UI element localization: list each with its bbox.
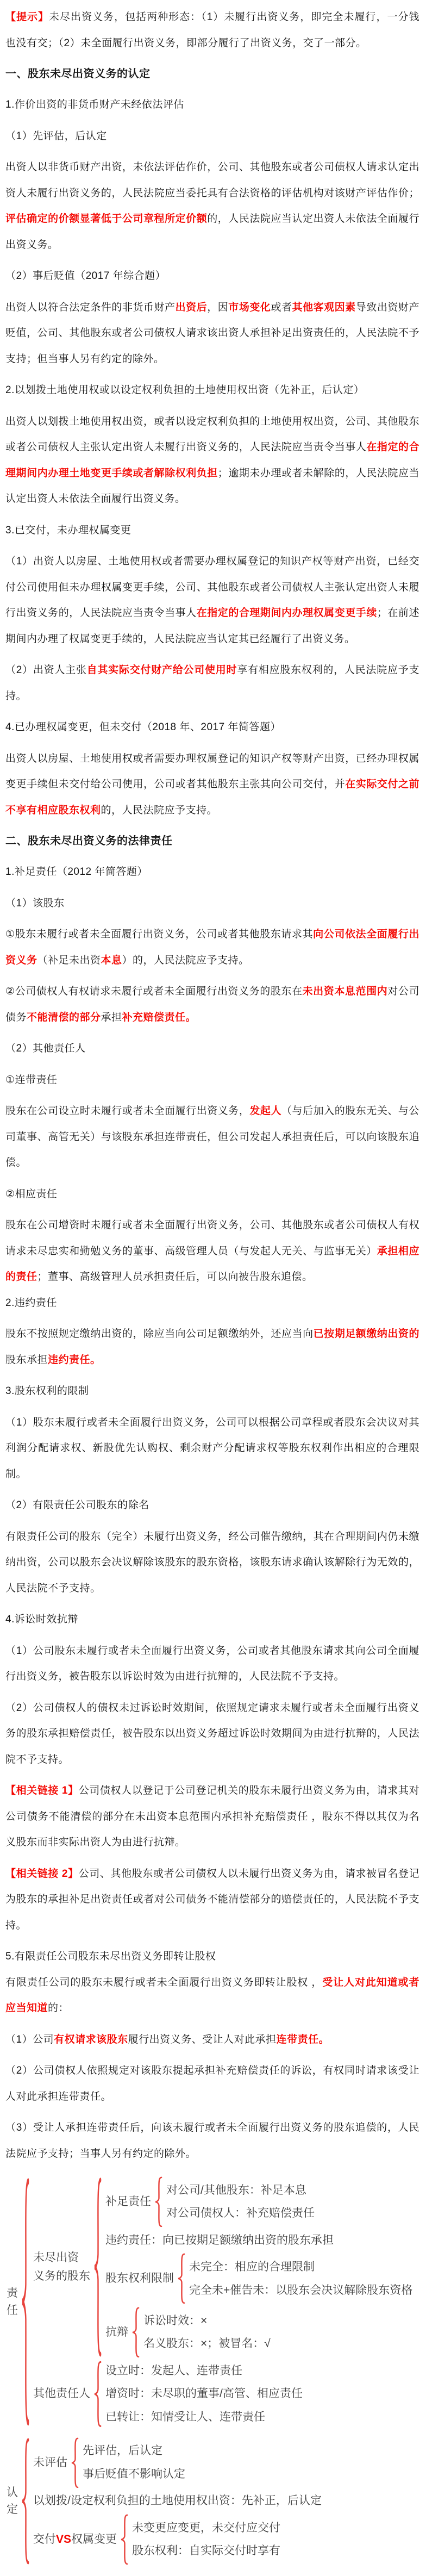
- tree-node: [105, 2307, 412, 2358]
- paragraph: [5, 518, 419, 544]
- tree-children: [105, 2361, 303, 2428]
- tree-node-label: [189, 2280, 412, 2301]
- text-run: 对公司/其他股东：补足本息: [166, 2183, 306, 2197]
- diagram-responsibility: [7, 2176, 419, 2428]
- text-run: ②公司债权人有权请求未履行或者未全面履行出资义务的股东在: [5, 986, 303, 997]
- tree-children: [105, 2176, 412, 2358]
- text-run: 1.作价出资的非货币财产未经依法评估: [5, 99, 184, 110]
- paragraph: [5, 1290, 419, 1316]
- text-run: 或者: [271, 301, 292, 313]
- text-run: （2）出资人主张: [5, 664, 87, 676]
- text-run: 未完全：相应的合理限制: [189, 2261, 315, 2274]
- tree-node: [7, 2437, 419, 2565]
- tree-node: [33, 2361, 412, 2428]
- paragraph: [5, 657, 419, 709]
- highlight-text: 连带责任。: [276, 2033, 330, 2045]
- highlight-text: 出资后: [175, 301, 208, 313]
- text-run: 一、股东未尽出资义务的认定: [5, 68, 151, 80]
- paragraph: [5, 1970, 419, 2021]
- brace-icon: [93, 2176, 102, 2358]
- brace-icon: [177, 2253, 185, 2304]
- text-run: 股东承担: [5, 1354, 48, 1366]
- text-run: 有限责任公司的股东（完全）未履行出资义务，经公司催告缴纳，其在合理期间内仍未缴纳出资，公司以股东会决议解除该股东的股东资格，该股东请求确认该解除行为无效的，人民法院不予支持。: [5, 1530, 419, 1594]
- section-heading: [5, 829, 419, 854]
- tree-children: [166, 2180, 315, 2224]
- text-run: 对公司债权人：补充赔偿责任: [166, 2207, 315, 2220]
- highlight-text: 在指定的合理期间内办理土地变更手续或者解除权利负担: [5, 441, 419, 479]
- paragraph: [5, 263, 419, 289]
- text-run: 1.补足责任（2012 年简答题）: [5, 866, 148, 878]
- paragraph: [5, 1524, 419, 1602]
- tree-node: [189, 2257, 412, 2278]
- text-run: 3.股东权利的限制: [5, 1385, 89, 1397]
- highlight-text: 在指定的合理期间内办理权属变更手续: [196, 607, 377, 619]
- text-run: 权属变更: [71, 2533, 117, 2546]
- tree-node: [105, 2361, 303, 2381]
- text-run: ）的，人民法院应予支持。: [122, 954, 249, 966]
- text-run: （1）公司: [5, 2033, 54, 2045]
- highlight-text: 向公司依法全面履行出资义务: [5, 929, 419, 966]
- text-run: 已转让：知情受让人、连带责任: [105, 2411, 265, 2424]
- paragraph: [5, 1778, 419, 1856]
- tree-node-label: [105, 2268, 174, 2289]
- brace-icon: [131, 2307, 140, 2358]
- text-run: 出资人以划拨土地使用权出资，或者以设定权利负担的土地使用权出资，公司、其他股东或者公司债权人主张认定出资人未履行出资义务的，人民法院应当责令当事人: [5, 415, 419, 453]
- text-run: 出资人以符合法定条件的非货币财产: [5, 301, 176, 313]
- paragraph: [5, 746, 419, 824]
- text-run: 股东在公司设立时未履行或者未全面履行出资义务，: [5, 1105, 250, 1117]
- highlight-text: 未出资本息范围内: [302, 986, 388, 997]
- text-run: 抗辩: [105, 2326, 128, 2339]
- paragraph: [5, 922, 419, 973]
- tree-node-label: [33, 2491, 322, 2511]
- text-run: （与后加入的股东无关、与公司董事、高管无关）与该股东承担连带责任，但公司发起人承担责任后，可以向该股东追偿。: [5, 1105, 419, 1168]
- tree-node: [132, 2518, 280, 2538]
- text-run: 公司债权人以登记于公司登记机关的股东未履行出资义务为由，请求其对公司债务不能清偿的部分在未出资本息范围内承担补充赔偿责任 ，股东不得以其仅为名义股东而非实际出资人为由进行抗辩。: [5, 1785, 419, 1848]
- paragraph: [5, 1638, 419, 1690]
- tree-node: [105, 2230, 412, 2251]
- text-run: ①连带责任: [5, 1074, 58, 1086]
- paragraph: [5, 2058, 419, 2110]
- text-run: 股东权利：自实际交付时享有: [132, 2544, 281, 2558]
- paragraph: [5, 1861, 419, 1939]
- paragraph: [5, 123, 419, 150]
- text-run: 导致出资财产贬值，公司、其他股东或者公司债权人请求该出资人承担补足出资责任的，人民法院不予支持；但当事人另有约定的除外。: [5, 301, 419, 365]
- tree-node: [166, 2203, 315, 2224]
- tree-node-label: [166, 2203, 315, 2224]
- text-run: 事后贬值不影响认定: [83, 2468, 185, 2480]
- highlight-text: 不能清偿的部分: [27, 1011, 101, 1023]
- paragraph: [5, 1607, 419, 1633]
- text-run: （2）公司债权人依照规定对该股东提起承担补充赔偿责任的诉讼，有权同时请求该受让人对此承担连带责任。: [5, 2065, 419, 2102]
- tree-node-label: [7, 2483, 18, 2519]
- paragraph: [5, 1410, 419, 1488]
- paragraph: [5, 1036, 419, 1062]
- text-run: 的：: [48, 2002, 70, 2014]
- tree-node-label: [189, 2257, 315, 2278]
- tree-node-label: [105, 2322, 128, 2343]
- highlight-text: 【相关链接 1】: [5, 1785, 79, 1796]
- tree-node: [143, 2334, 271, 2354]
- paragraph: [5, 1321, 419, 1373]
- tree-node-label: [33, 2384, 90, 2404]
- paragraph: [5, 859, 419, 885]
- tree-node: [33, 2491, 322, 2511]
- text-run: （3）受让人承担连带责任后，向该未履行或者未全面履行出资义务的股东追偿的，人民法院应予支持；当事人另有约定的除外。: [5, 2122, 419, 2160]
- paragraph: [5, 1067, 419, 1093]
- paragraph: [5, 92, 419, 118]
- brace-icon: [93, 2361, 102, 2428]
- highlight-text: 市场变化: [228, 301, 271, 313]
- text-run: 出资人以非货币财产出资，未依法评估作价，公司、其他股东或者公司债权人请求认定出资人未履行出资义务的，人民法院应当委托具有合法资格的评估机构对该财产评估作价；: [5, 161, 419, 199]
- tree-node-label: [105, 2361, 242, 2381]
- text-run: （2）事后贬值（2017 年综合题）: [5, 270, 166, 282]
- text-run: 出资人以房屋、土地使用权或者需要办理权属登记的知识产权等财产出资，已经办理权属变更手续但未交付给公司使用，公司或者其他股东主张其向公司交付，并: [5, 752, 419, 790]
- highlight-text: 其他客观因素: [292, 301, 356, 313]
- paragraph: [5, 1695, 419, 1773]
- tree-children: [143, 2311, 271, 2354]
- text-run: 4.已办理权属变更，但未交付（2018 年、2017 年简答题）: [5, 721, 281, 733]
- text-run: （1）出资人以房屋、土地使用权或者需要办理权属登记的知识产权等财产出资，已经交付公司使用但未办理权属变更手续，公司、其他股东或者公司债权人主张认定出资人未履行出资义务的，人民法院应当责令当事人: [5, 556, 419, 619]
- text-run: 名义股东：×；被冒名：√: [143, 2337, 271, 2350]
- text-run: 先评估，后认定: [83, 2444, 162, 2457]
- paragraph: [5, 549, 419, 652]
- highlight-text: 评估确定的价额显著低于公司章程所定价额: [5, 213, 208, 225]
- highlight-text: 【相关链接 2】: [5, 1868, 79, 1880]
- text-run: ；逾期未办理或者未解除的，人民法院应当认定出资人未依法全面履行出资义务。: [5, 467, 419, 505]
- tree-node: [143, 2311, 271, 2331]
- tree-node: [105, 2253, 412, 2304]
- tree-node-label: [105, 2192, 151, 2212]
- paragraph: [5, 1098, 419, 1176]
- text-run: 的，人民法院应当认定出资人未依法全面履行出资义务。: [5, 213, 419, 251]
- tree-node-label: [105, 2407, 265, 2428]
- paragraph: [5, 1181, 419, 1208]
- brace-icon: [154, 2176, 162, 2227]
- text-run: （2）有限责任公司股东的除名: [5, 1499, 149, 1511]
- text-run: 诉讼时效：×: [143, 2314, 208, 2327]
- highlight-text: 已按期足额缴纳出资的: [313, 1328, 419, 1340]
- text-run: 有限责任公司的股东未履行或者未全面履行出资义务即转让股权 ，: [5, 1976, 323, 1988]
- tree-node: [7, 2176, 419, 2428]
- paragraph: [5, 714, 419, 741]
- text-run: 设立时：发起人、连带责任: [105, 2364, 242, 2377]
- text-run: ；董事、高级管理人员承担责任后，可以向被告股东追偿。: [37, 1271, 313, 1283]
- text-run: （2）其他责任人: [5, 1043, 86, 1054]
- paragraph: [5, 377, 419, 403]
- text-run: 增资时：未尽职的董事/高管、相应责任: [105, 2387, 303, 2400]
- tree-node: [132, 2541, 280, 2561]
- tree-node: [189, 2280, 412, 2301]
- brace-icon: [120, 2514, 128, 2565]
- tree-node-label: [132, 2518, 280, 2538]
- tree-node: [83, 2464, 185, 2485]
- brace-icon: [21, 2176, 29, 2428]
- text-run: 以划拨/设定权利负担的土地使用权出资：先补正，后认定: [33, 2494, 322, 2507]
- paragraph: [5, 2027, 419, 2053]
- tree-node-label: [143, 2334, 271, 2354]
- brace-icon: [71, 2437, 79, 2488]
- paragraph: [5, 1944, 419, 1970]
- tree-node: [33, 2514, 322, 2565]
- paragraph: [5, 154, 419, 258]
- tree-node-label: [33, 2453, 67, 2473]
- text-run: （1）先评估，后认定: [5, 130, 107, 142]
- text-run: （2）公司债权人的债权未过诉讼时效期间，依照规定请求未履行或者未全面履行出资义务的股东承担赔偿责任，被告股东以出资义务超过诉讼时效期间为由进行抗辩的，人民法院不予支持。: [5, 1702, 419, 1765]
- tree-node: [105, 2176, 412, 2227]
- paragraph: [5, 4, 419, 56]
- tree-node: [105, 2407, 303, 2428]
- tree-node-label: [83, 2464, 185, 2485]
- text-run: 其他责任人: [33, 2387, 90, 2400]
- tree-node: [105, 2384, 303, 2404]
- tree-node-label: [132, 2541, 280, 2561]
- text-run: 义务的股东: [33, 2269, 90, 2282]
- text-run: 完全未+催告未：以股东会决议解除股东资格: [189, 2283, 413, 2297]
- text-run: 交付: [33, 2533, 56, 2546]
- paragraph: [5, 1212, 419, 1290]
- tree-children: [132, 2518, 280, 2561]
- text-run: 责: [7, 2287, 18, 2300]
- tree-node-label: [33, 2529, 117, 2550]
- text-run: ②相应责任: [5, 1188, 58, 1200]
- tree-node-label: [33, 2248, 90, 2286]
- text-run: ，因: [207, 301, 229, 313]
- text-run: 未评估: [33, 2456, 67, 2469]
- brace-icon: [21, 2437, 29, 2565]
- text-run: 违约责任：向已按期足额缴纳出资的股东承担: [105, 2233, 334, 2247]
- text-run: 股东在公司增资时未履行或者未全面履行出资义务，公司、其他股东或者公司债权人有权请求未尽忠实和勤勉义务的董事、高级管理人员（与发起人无关、与监事无关）: [5, 1219, 419, 1257]
- tree-children: [33, 2176, 412, 2428]
- text-run: 任: [7, 2304, 18, 2317]
- text-run: 补足责任: [105, 2195, 151, 2208]
- highlight-text: 承担相应的责任: [5, 1245, 419, 1283]
- highlight-text: 违约责任。: [48, 1354, 101, 1366]
- paragraph: [5, 2115, 419, 2167]
- text-run: 公司、其他股东或者公司债权人以未履行出资义务为由，请求被冒名登记为股东的承担补足出资责任或者对公司债务不能清偿部分的赔偿责任的，人民法院不予支持。: [5, 1868, 419, 1931]
- tree-node-label: [105, 2230, 334, 2251]
- paragraph: [5, 1492, 419, 1519]
- text-run: 未尽出资: [33, 2251, 79, 2264]
- text-run: 3.已交付，未办理权属变更: [5, 524, 131, 536]
- tree-node: [33, 2437, 322, 2488]
- tree-node-label: [143, 2311, 207, 2331]
- highlight-text: VS: [56, 2533, 72, 2546]
- highlight-text: 有权请求该股东: [54, 2033, 128, 2045]
- paragraph: [5, 891, 419, 917]
- text-run: （1）股东未履行或者未全面履行出资义务，公司可以根据公司章程或者股东会决议对其利润分配请求权、新股优先认购权、剩余财产分配请求权等股东权利作出相应的合理限制。: [5, 1416, 419, 1480]
- highlight-text: 受让人对此知道或者应当知道: [5, 1976, 419, 2014]
- text-run: 二、股东未尽出资义务的法律责任: [5, 835, 173, 847]
- tree-node-label: [166, 2180, 306, 2201]
- text-run: ；在前述期间内办理了权属变更手续的，人民法院应当认定其已经履行了出资义务。: [5, 607, 419, 645]
- text-run: ①股东未履行或者未全面履行出资义务，公司或者其他股东请求其: [5, 929, 314, 940]
- text-run: 股东不按照规定缴纳出资的，除应当向公司足额缴纳外，还应当向: [5, 1328, 314, 1340]
- highlight-text: 本息: [101, 954, 122, 966]
- text-run: 5.有限责任公司股东未尽出资义务即转让股权: [5, 1951, 216, 1962]
- tree-node: [166, 2180, 315, 2201]
- tree-children: [189, 2257, 412, 2300]
- tree-node-label: [83, 2441, 162, 2461]
- text-run: 的，人民法院应予支持。: [101, 804, 218, 816]
- highlight-text: 在实际交付之前不享有相应股东权利: [5, 779, 419, 816]
- text-run: 承担: [101, 1011, 122, 1023]
- text-run: 未尽出资义务，包括两种形态：（1）未履行出资义务，即完全未履行，一分钱也没有交；（2）未全面履行出资义务，即部分履行了出资义务，交了一部分。: [5, 11, 419, 49]
- tree-node-label: [7, 2283, 18, 2320]
- tree-node: [83, 2441, 185, 2461]
- text-run: 履行出资义务、受让人对此承担: [128, 2033, 277, 2045]
- highlight-text: 【提示】: [5, 11, 49, 23]
- highlight-text: 发起人: [249, 1105, 282, 1117]
- highlight-text: 补充赔偿责任。: [122, 1011, 197, 1023]
- text-run: 定: [7, 2503, 18, 2516]
- text-run: 4.诉讼时效抗辩: [5, 1614, 78, 1625]
- tree-node-label: [105, 2384, 303, 2404]
- diagram-determination: [7, 2437, 419, 2565]
- paragraph: [5, 295, 419, 372]
- text-run: 享有相应股东权利的，人民法院应予支持。: [5, 664, 419, 702]
- tree-children: [83, 2441, 185, 2484]
- section-heading: [5, 61, 419, 86]
- text-run: 对公司债务: [5, 986, 419, 1023]
- text-run: （1）该股东: [5, 897, 65, 909]
- tree-children: [33, 2437, 322, 2565]
- paragraph: [5, 1378, 419, 1404]
- text-run: （1）公司股东未履行或者未全面履行出资义务，公司或者其他股东请求其向公司全面履行出资义务，被告股东以诉讼时效为由进行抗辩的，人民法院不予支持。: [5, 1645, 419, 1682]
- text-run: 股东权利限制: [105, 2272, 174, 2285]
- paragraph: [5, 979, 419, 1030]
- text-run: 2.违约责任: [5, 1297, 57, 1309]
- text-run: 2.以划拨土地使用权或以设定权利负担的土地使用权出资（先补正，后认定）: [5, 384, 365, 396]
- text-run: 未变更应变更，未交付应交付: [132, 2521, 281, 2534]
- paragraph: [5, 409, 419, 512]
- highlight-text: 自其实际交付财产给公司使用时: [86, 664, 237, 676]
- text-run: （补足未出资: [37, 954, 101, 966]
- text-run: 认: [7, 2486, 18, 2499]
- document-body: [5, 4, 419, 2167]
- tree-node: [33, 2176, 412, 2358]
